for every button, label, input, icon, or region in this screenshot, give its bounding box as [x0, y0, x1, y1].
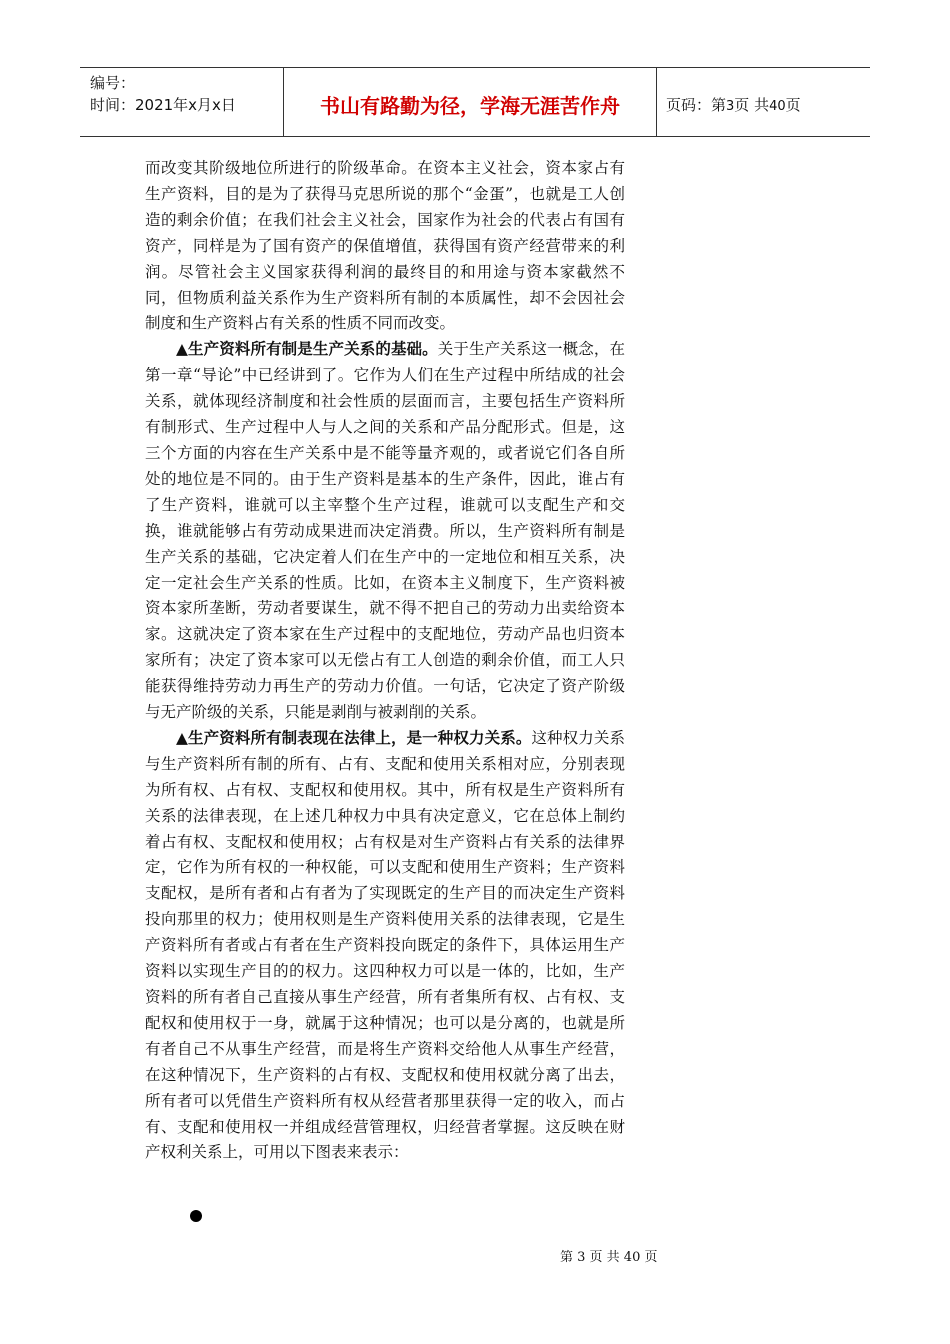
paragraph-heading: ▲生产资料所有制是生产关系的基础。	[176, 340, 438, 359]
header-motto: 书山有路勤为径，学海无涯苦作舟	[320, 94, 620, 118]
document-date: 时间：2021年x月x日	[90, 96, 236, 114]
paragraph	[145, 337, 625, 726]
page-current: 3	[726, 99, 735, 114]
header-divider	[656, 68, 657, 136]
document-number-label: 编号：	[90, 74, 136, 92]
document-body	[145, 156, 625, 1166]
header-meta	[90, 72, 236, 116]
header-page-indicator	[666, 94, 801, 115]
page-header	[80, 67, 870, 137]
bullet-icon	[190, 1210, 202, 1222]
page-suffix: 页	[785, 96, 801, 114]
paragraph	[145, 726, 625, 1166]
page-prefix: 页码：第	[666, 96, 727, 114]
page-footer: 第 3 页 共 40 页	[560, 1250, 658, 1265]
page-mid: 页 共	[734, 96, 770, 114]
paragraph-text: 关于生产关系这一概念，在第一章“导论”中已经讲到了。它作为人们在生产过程中所结成的社会关系，就体现经济制度和社会性质的层面而言，主要包括生产资料所有制形式、生产过程中人与人之间的关系和产品分配形式。但是，这三个方面的内容在生产关系中是不能等量齐观的，或者说它们各自所处的地位是不同的。由于生产资料是基本的生产条件，因此，谁占有了生产资料，谁就可以主宰整个生产过程，谁就可以支配生产和交换，谁就能够占有劳动成果进而决定消费。所以，生产资料所有制是生产关系的基础，它决定着人们在生产中的一定地位和相互关系，决定一定社会生产关系的性质。比如，在资本主义制度下，生产资料被资本家所垄断，劳动者要谋生，就不得不把自己的劳动力出卖给资本家。这就决定了资本家在生产过程中的支配地位，劳动产品也归资本家所有；决定了资本家可以无偿占有工人创造的剩余价值，而工人只能获得维持劳动力再生产的劳动力价值。一句话，它决定了资产阶级与无产阶级的关系，只能是剥削与被剥削的关系。	[145, 340, 625, 722]
paragraph-heading: ▲生产资料所有制表现在法律上，是一种权力关系。	[176, 728, 532, 747]
page-total: 40	[769, 99, 786, 114]
paragraph: 而改变其阶级地位所进行的阶级革命。在资本主义社会，资本家占有生产资料，目的是为了获得马克思所说的那个“金蛋”，也就是工人创造的剩余价值；在我们社会主义社会，国家作为社会的代表占有国有资产，同样是为了国有资产的保值增值，获得国有资产经营带来的利润。尽管社会主义国家获得利润的最终目的和用途与资本家截然不同，但物质利益关系作为生产资料所有制的本质属性，却不会因社会制度和生产资料占有关系的性质不同而改变。	[145, 159, 625, 333]
paragraph-text: 这种权力关系与生产资料所有制的所有、占有、支配和使用关系相对应，分别表现为所有权、占有权、支配权和使用权。其中，所有权是生产资料所有关系的法律表现，在上述几种权力中具有决定意义，它在总体上制约着占有权、支配权和使用权；占有权是对生产资料占有关系的法律界定，它作为所有权的一种权能，可以支配和使用生产资料；生产资料支配权，是所有者和占有者为了实现既定的生产目的而决定生产资料投向那里的权力；使用权则是生产资料使用关系的法律表现，它是生产资料所有者或占有者在生产资料投向既定的条件下，具体运用生产资料以实现生产目的的权力。这四种权力可以是一体的，比如，生产资料的所有者自己直接从事生产经营，所有者集所有权、占有权、支配权和使用权于一身，就属于这种情况；也可以是分离的，也就是所有者自己不从事生产经营，而是将生产资料交给他人从事生产经营，在这种情况下，生产资料的占有权、支配权和使用权就分离了出去，所有者可以凭借生产资料所有权从经营者那里获得一定的收入，而占有、支配和使用权一并组成经营管理权，归经营者掌握。这反映在财产权利关系上，可用以下图表来表示：	[145, 728, 625, 1162]
